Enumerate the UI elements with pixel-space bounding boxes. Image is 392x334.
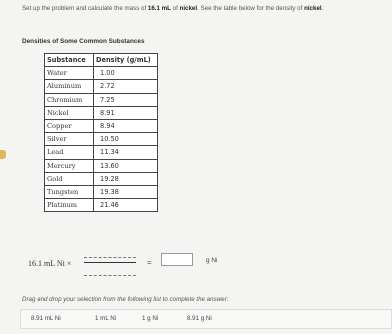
table-row [45,159,158,172]
drag-tile-bank [20,309,392,329]
table-row [45,119,158,132]
equals-sign: = [147,258,152,267]
fraction-bar [84,262,136,263]
table-header-row [45,54,158,67]
table-row [45,133,158,146]
substance-name: Copper [45,119,94,132]
problem-prompt [22,4,388,13]
density-value: 10.50 [94,133,158,146]
prompt-text-2: of [170,5,180,12]
drag-tile[interactable]: 1 g Ni [142,315,159,322]
drag-tile[interactable]: 1 mL Ni [95,315,117,322]
drag-tile[interactable]: 8.91 mL Ni [31,315,61,322]
table-row [45,80,158,93]
table-row [45,185,158,198]
density-value: 8.94 [94,119,158,132]
prompt-text-3: . See the table below for the density of [197,5,305,12]
answer-input[interactable] [161,253,193,266]
substance-name: Platinum [45,199,94,212]
substance-name: Chromium [45,93,94,106]
table-row [45,106,158,119]
given-quantity: 16.1 mL Ni × [28,259,72,268]
density-value: 21.46 [94,199,158,212]
density-value: 13.60 [94,159,158,172]
density-table [44,53,158,212]
substance-name: Mercury [45,159,94,172]
drag-tile[interactable]: 8.91 g Ni [187,315,212,322]
side-marker [0,150,6,159]
header-substance: Substance [45,54,94,67]
substance-name: Nickel [45,106,94,119]
prompt-text-1: Set up the problem and calculate the mass of [22,5,148,12]
table-row [45,199,158,212]
density-value: 19.28 [94,172,158,185]
substance-name: Gold [45,172,94,185]
table-row [45,93,158,106]
substance-name: Silver [45,133,94,146]
table-row [45,172,158,185]
density-value: 2.72 [94,80,158,93]
table-title: Densities of Some Common Substances [22,38,145,45]
numerator-drop-zone[interactable] [84,257,136,258]
denominator-drop-zone[interactable] [84,275,136,276]
density-value: 7.25 [94,93,158,106]
substance-name: Water [45,67,94,80]
prompt-substance-2: nickel [304,5,322,12]
header-density: Density (g/mL) [94,54,158,67]
prompt-volume: 16.1 mL [147,5,171,12]
density-value: 19.38 [94,185,158,198]
answer-unit: g Ni [206,257,218,264]
prompt-text-4: . [321,5,324,12]
conversion-fraction [84,253,136,279]
prompt-substance: nickel [179,5,198,12]
substance-name: Tungsten [45,185,94,198]
substance-name: Aluminum [45,80,94,93]
table-row [45,67,158,80]
density-value: 8.91 [94,106,158,119]
density-value: 1.00 [94,67,158,80]
table-row [45,146,158,159]
density-value: 11.34 [94,146,158,159]
substance-name: Lead [45,146,94,159]
drag-instructions: Drag and drop your selection from the following list to complete the answer: [22,296,229,303]
